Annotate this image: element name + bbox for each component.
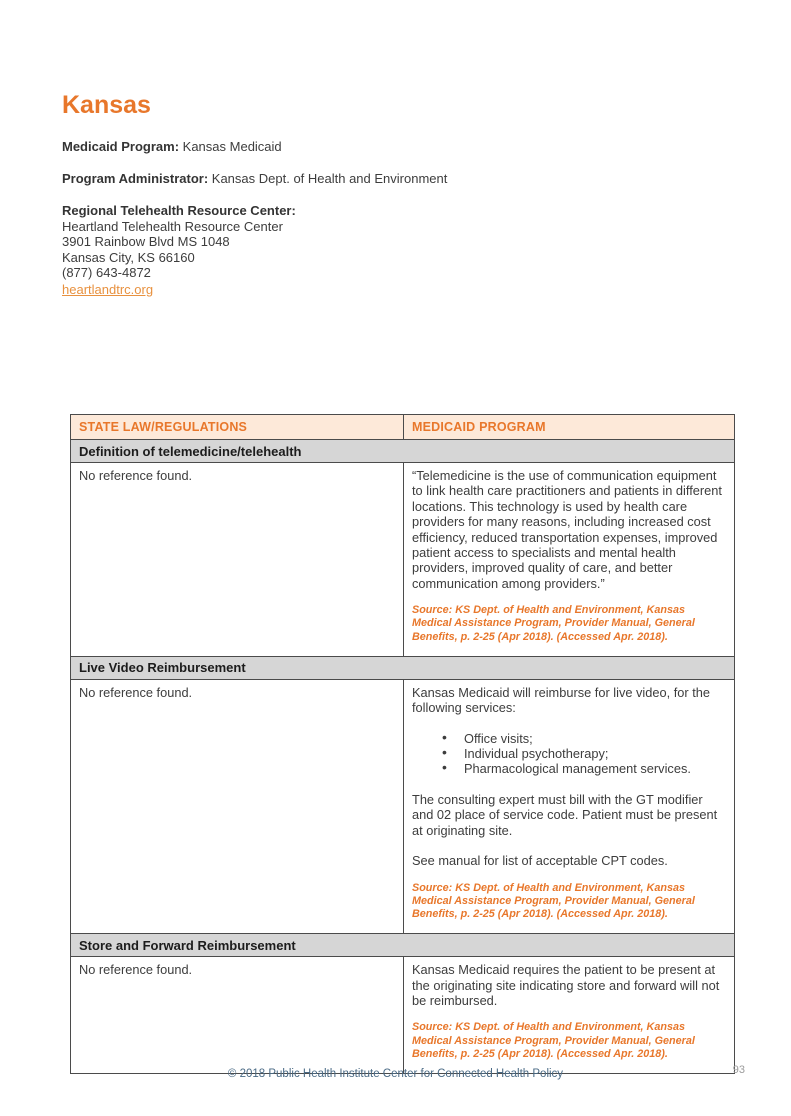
page-footer xyxy=(0,1064,791,1082)
resource-center-name: Heartland Telehealth Resource Center xyxy=(62,218,283,234)
document-page xyxy=(0,92,791,1116)
section-header-row xyxy=(71,656,735,679)
service-bullet-item: • Office visits; xyxy=(442,731,726,746)
service-bullet-list xyxy=(412,731,726,777)
medicaid-paragraph: Kansas Medicaid requires the patient to be present at the originating site indicating store and forward will not be reimbursed. xyxy=(412,962,720,1008)
resource-center-city: Kansas City, KS 66160 xyxy=(62,249,195,265)
section-heading: Store and Forward Reimbursement xyxy=(71,934,735,957)
medicaid-program-label: Medicaid Program: xyxy=(62,139,180,154)
medicaid-paragraph: “Telemedicine is the use of communication equipment to link health care practitioners and patients in different locations. This technology is used by health care providers for many reasons, including increased cost efficiency, reduced transportation expenses, improved patient access to specialists and mental health providers, improved quality of care, and better communication among providers.” xyxy=(412,468,722,591)
section-heading: Live Video Reimbursement xyxy=(71,656,735,679)
state-law-cell xyxy=(71,679,404,933)
medicaid-program-field xyxy=(62,139,791,155)
service-bullet-item: • Pharmacological management services. xyxy=(442,761,726,776)
table-header-row xyxy=(71,415,735,440)
footer-page-number: 93 xyxy=(732,1064,745,1076)
medicaid-paragraph: See manual for list of acceptable CPT codes. xyxy=(412,853,668,869)
section-content-row xyxy=(71,463,735,657)
column-header-medicaid-program: MEDICAID PROGRAM xyxy=(404,415,735,440)
section-content-row xyxy=(71,957,735,1074)
source-citation: Source: KS Dept. of Health and Environment, Kansas Medical Assistance Program, Provider Manual, General Benefits, p. 2-25 (Apr 2018). (Accessed Apr. 2018). xyxy=(412,881,695,920)
section-header-row xyxy=(71,440,735,463)
state-law-text: No reference found. xyxy=(79,684,193,700)
source-citation: Source: KS Dept. of Health and Environment, Kansas Medical Assistance Program, Provider Manual, General Benefits, p. 2-25 (Apr 2018). (Accessed Apr. 2018). xyxy=(412,1021,695,1060)
section-heading: Definition of telemedicine/telehealth xyxy=(71,440,735,463)
resource-center-address: 3901 Rainbow Blvd MS 1048 xyxy=(62,234,230,249)
program-administrator-label: Program Administrator: xyxy=(62,171,209,186)
state-law-text: No reference found. xyxy=(79,962,193,978)
resource-center-phone: (877) 643-4872 xyxy=(62,265,151,280)
page-title: Kansas xyxy=(62,91,151,119)
medicaid-paragraph: Kansas Medicaid will reimburse for live video, for the following services: xyxy=(412,684,711,716)
footer-copyright: © 2018 Public Health Institute Center for Connected Health Policy xyxy=(227,1068,564,1080)
medicaid-program-cell xyxy=(404,463,735,657)
policy-table xyxy=(70,414,735,1074)
medicaid-paragraph: The consulting expert must bill with the GT modifier and 02 place of service code. Patient must be present at originating site. xyxy=(412,791,718,838)
program-administrator-field xyxy=(62,171,791,187)
resource-center-label: Regional Telehealth Resource Center: xyxy=(62,203,296,218)
state-law-text: No reference found. xyxy=(79,468,193,483)
column-header-state-law: STATE LAW/REGULATIONS xyxy=(71,415,404,440)
resource-center-block xyxy=(62,203,791,297)
medicaid-program-value: Kansas Medicaid xyxy=(182,139,282,154)
medicaid-program-cell xyxy=(404,957,735,1074)
source-citation: Source: KS Dept. of Health and Environment, Kansas Medical Assistance Program, Provider Manual, General Benefits, p. 2-25 (Apr 2018). (Accessed Apr. 2018). xyxy=(412,604,695,643)
resource-center-website-link[interactable]: heartlandtrc.org xyxy=(62,281,154,297)
medicaid-program-cell xyxy=(404,679,735,933)
state-law-cell xyxy=(71,463,404,657)
section-content-row xyxy=(71,679,735,933)
state-law-cell xyxy=(71,957,404,1074)
program-administrator-value: Kansas Dept. of Health and Environment xyxy=(211,171,448,186)
section-header-row xyxy=(71,934,735,957)
service-bullet-item: • Individual psychotherapy; xyxy=(442,746,726,761)
